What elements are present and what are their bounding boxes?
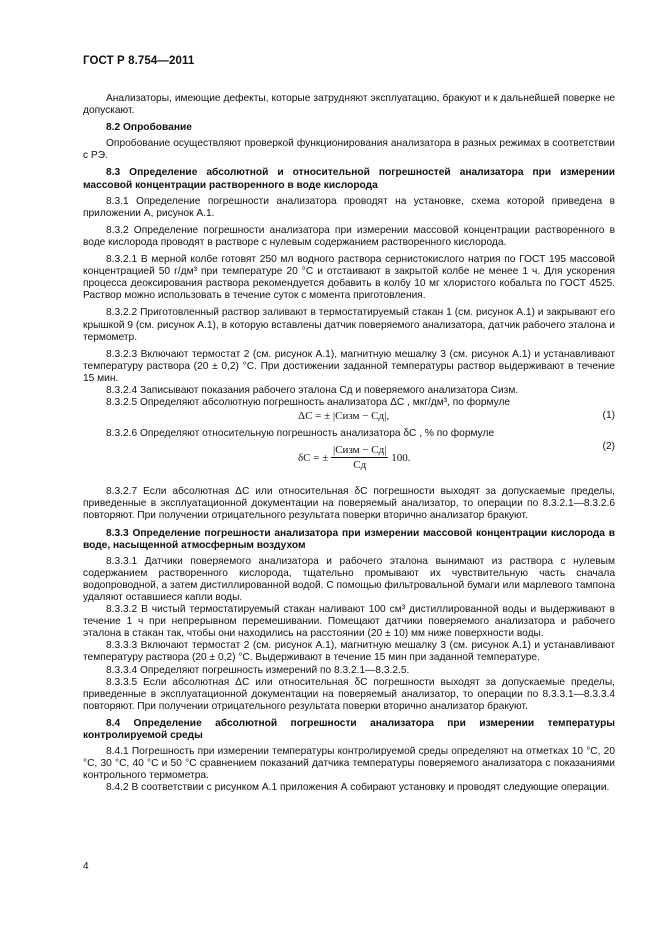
formula-2-denominator: Сд: [353, 459, 367, 472]
paragraph-8-3-2-1: 8.3.2.1 В мерной колбе готовят 250 мл водного раствора сернистокислого натрия по ГОСТ 195 массовой концентрацией 50 г/дм³ при температуре 20 °С и отстаивают в закрытой колбе не менее 1 ч. Для ускорения процесса деоксирования раствора рекомендуется добавить в колбу 10 мг хлористого кобальта по ГОСТ 4525. Раствор можно использовать в течение суток с момента приготовления.: [83, 254, 615, 302]
page-body: [83, 93, 615, 795]
formula-2-number: (2): [602, 441, 615, 453]
page-number: 4: [83, 861, 89, 872]
section-heading-8-4: 8.4 Определение абсолютной погрешности анализатора при измерении температуры контролируемой среды: [83, 717, 615, 742]
paragraph-8-3-2-2: 8.3.2.2 Приготовленный раствор заливают в термостатируемый стакан 1 (см. рисунок А.1) и закрывают его крышкой 9 (см. рисунок А.1), в которую вставлены датчик поверяемого анализатора, датчик рабочего эталона и термометр.: [83, 307, 615, 343]
paragraph-8-4-2: 8.4.2 В соответствии с рисунком А.1 приложения А собирают установку и проводят следующие операции.: [106, 782, 610, 794]
section-heading-8-3-3: 8.3.3 Определение погрешности анализатора при измерении массовой концентрации кислорода в воде, насыщенной атмосферным воздухом: [83, 527, 615, 551]
paragraph-8-3-2-6: 8.3.2.6 Определяют относительную погрешность анализатора δС , % по формуле: [106, 428, 495, 440]
paragraph-8-3-2-7: 8.3.2.7 Если абсолютная ΔС или относительная δС погрешности выходят за допускаемые пределы, приведенные в эксплуатационной документации на поверяемый анализатор, то операции по 8.3.2.1—8.3.2.6 повторяют. При получении отрицательного результата поверки вторично анализатор бракуют.: [83, 486, 615, 522]
formula-2-numerator: |Сизм − Сд|: [331, 444, 388, 458]
section-heading-8-3: 8.3 Определение абсолютной и относительной погрешностей анализатора при измерении массовой концентрации растворенного в воде кислорода: [83, 167, 615, 191]
formula-1-number: (1): [602, 410, 615, 422]
formula-1-expression: ΔС = ± |Сизм − Сд|,: [298, 410, 390, 423]
paragraph-8-3-3-2: 8.3.3.2 В чистый термостатируемый стакан наливают 100 см³ дистиллированной воды и выдерживают в течение 1 ч при непрерывном перемешивании. Помещают датчики поверяемого анализатора и рабочего эталона в стакан так, чтобы они находились на расстоянии (20 ± 10) мм ниже поверхности воды.: [83, 604, 615, 640]
section-heading-8-2: 8.2 Опробование: [106, 122, 192, 134]
paragraph-defects: Анализаторы, имеющие дефекты, которые затрудняют эксплуатацию, бракуют и к дальнейшей поверке не допускают.: [83, 93, 615, 117]
formula-2: [83, 440, 615, 480]
paragraph-8-3-3-3: 8.3.3.3 Включают термостат 2 (см. рисунок А.1), магнитную мешалку 3 (см. рисунок А.1) и устанавливают температуру раствора (20 ± 0,2) °С. Выдерживают в течение 15 мин при заданной температуре.: [83, 640, 615, 664]
paragraph-8-3-2-5: 8.3.2.5 Определяют абсолютную погрешность анализатора ΔС , мкг/дм³, по формуле: [106, 397, 511, 409]
paragraph-8-3-2-3: 8.3.2.3 Включают термостат 2 (см. рисунок А.1), магнитную мешалку 3 (см. рисунок А.1) и устанавливают температуру раствора (20 ± 0,2) °С. При достижении заданной температуры раствор выдерживают в течение 15 мин.: [83, 348, 615, 384]
formula-2-fraction: [331, 444, 388, 471]
document-header: ГОСТ Р 8.754—2011: [83, 55, 195, 67]
formula-2-lead: δС = ±: [298, 451, 329, 464]
paragraph-8-4-1: 8.4.1 Погрешность при измерении температуры контролируемой среды определяют на отметках 10 °С, 20 °С, 30 °С, 40 °С и 50 °С сравнением показаний датчика температуры поверяемого анализатора с показаниями контрольного термометра.: [83, 746, 615, 782]
paragraph-8-2: Опробование осуществляют проверкой функционирования анализатора в разных режимах в соответствии с РЭ.: [83, 138, 615, 162]
paragraph-8-3-2: 8.3.2 Определение погрешности анализатора при измерении массовой концентрации растворенного в воде кислорода проводят в растворе с нулевым содержанием растворенного кислорода.: [83, 224, 615, 248]
formula-1: [83, 409, 615, 424]
paragraph-8-3-3-5: 8.3.3.5 Если абсолютная ΔС или относительная δС погрешности выходят за допускаемые пределы, приведенные в эксплуатационной документации на поверяемый анализатор, то операции по 8.3.3.1—8.3.3.4 повторяют. При получении отрицательного результата поверки вторично анализатор бракуют.: [83, 676, 615, 712]
formula-2-tail: 100.: [391, 451, 411, 464]
paragraph-8-3-3-4: 8.3.3.4 Определяют погрешность измерений по 8.3.2.1—8.3.2.5.: [106, 664, 410, 676]
paragraph-8-3-1: 8.3.1 Определение погрешности анализатора проводят на установке, схема которой приведена в приложении А, рисунок А.1.: [83, 195, 615, 219]
paragraph-8-3-2-4: 8.3.2.4 Записывают показания рабочего эталона Сд и поверяемого анализатора Сизм.: [106, 384, 519, 396]
paragraph-8-3-3-1: 8.3.3.1 Датчики поверяемого анализатора и рабочего эталона вынимают из раствора с нулевым содержанием растворенного кислорода, тщательно промывают их чувствительную часть сначала водопроводной, а затем дистиллированной водой. С помощью фильтровальной бумаги или марлевого тампона удаляют оставшиеся капли воды.: [83, 555, 615, 603]
